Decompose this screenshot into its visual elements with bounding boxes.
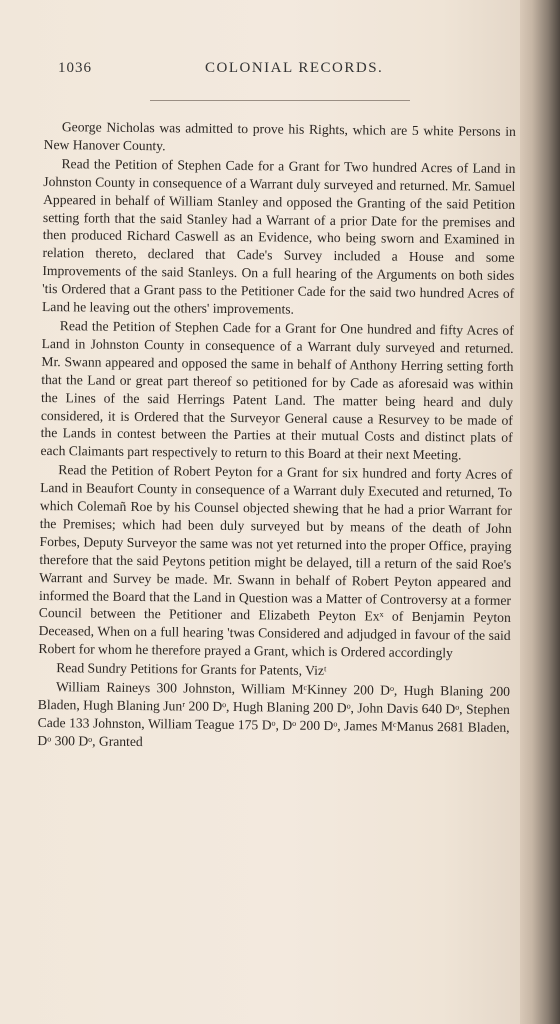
- book-edge: [520, 0, 560, 1024]
- page-number: 1036: [58, 60, 92, 76]
- paragraph-cade-one-fifty: Read the Petition of Stephen Cade for a Grant for One hundred and fifty Acres of Land in Johnston County in consequence of a Warrant duly surveyed and returned. Mr. Swann appeared and opposed the same in behalf of Anthony Herring setting forth that the Land or great part thereof so petitioned for by Cade as aforesaid was within the Lines of the said Herrings Patent Land. The matter being heard and duly considered, it is Ordered that the Surveyor General cause a Resurvey to be made of the Lands in contest between the Parties at their mutual Costs and distinct plats of each Claimants part respectively to return to this Board at their next Meeting.: [40, 318, 514, 463]
- header-rule: [150, 100, 410, 101]
- page-header: [0, 58, 520, 88]
- running-head: COLONIAL RECORDS.: [205, 60, 384, 76]
- paragraph-nicholas: George Nicholas was admitted to prove his Rights, which are 5 white Persons in New Hanover County.: [43, 119, 516, 154]
- paragraph-cade-two-hundred: Read the Petition of Stephen Cade for a Grant for Two hundred Acres of Land in Johnston County in consequence of a Warrant duly surveyed and returned. Mr. Samuel Appeared in behalf of William Stanley and opposed the Granting of the said Petition setting forth that the said Stanley had a Warrant of a prior Date for the premises and then produced Richard Caswell as an Evidence, who being sworn and Examined in relation thereto, declared that Cade's Survey included a House and some Improvements of the said Stanleys. On a full hearing of the Arguments on both sides 'tis Ordered that a Grant pass to the Petitioner Cade for the said two hundred Acres of Land he leaving out the others' improvements.: [41, 155, 516, 317]
- paragraph-sundry-petitions: Read Sundry Petitions for Grants for Patents, Vizᵗ: [56, 660, 327, 679]
- grants-list: William Raineys 300 Johnston, William MᶜKinney 200 Dᵒ, Hugh Blaning 200 Bladen, Hugh Blaning Junʳ 200 Dᵒ, Hugh Blaning 200 Dᵒ, John Davis 640 Dᵒ, Stephen Cade 133 Johnston, William Teague 175 Dᵒ, Dᵒ 200 Dᵒ, James MᶜManus 2681 Bladen, Dᵒ 300 Dᵒ, Granted: [37, 679, 511, 749]
- paragraph-peyton: Read the Petition of Robert Peyton for a Grant for six hundred and forty Acres of Land in Beaufort County in consequence of a Warrant duly Executed and returned, To which Colemañ Roe by his Counsel objected shewing that he had a prior Warrant for the Premises; which had been duly surveyed but by means of the death of John Forbes, Deputy Surveyor the same was not yet returned into the proper Office, praying therefore that the said Peytons petition might be delayed, till a return of the said Roe's Warrant and Survey be made. Mr. Swann in behalf of Robert Peyton appeared and informed the Board that the Land in Question was a Matter of Controversy at a former Council between the Petitioner and Elizabeth Peyton Exˣ of Benjamin Peyton Deceased, When on a full hearing 'twas Considered and adjudged in favour of the said Robert for whom he therefore prayed a Grant, which is Ordered accordingly: [38, 462, 513, 661]
- body-text: [37, 118, 516, 755]
